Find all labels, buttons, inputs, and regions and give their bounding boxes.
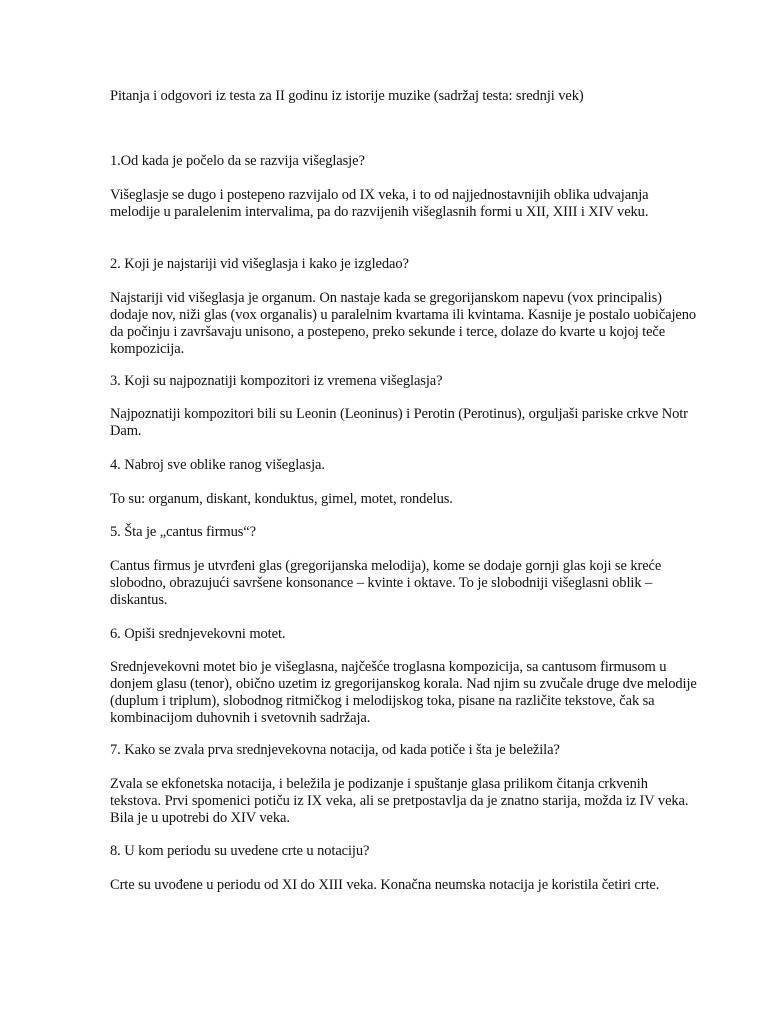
- question-5: 5. Šta je „cantus firmus“?: [110, 524, 256, 540]
- question-4: 4. Nabroj sve oblike ranog višeglasja.: [110, 457, 325, 473]
- answer-4: To su: organum, diskant, konduktus, gimel, motet, rondelus.: [110, 491, 453, 507]
- answer-6: Srednjevekovni motet bio je višeglasna, najčešće troglasna kompozicija, sa cantusom firmusom u donjem glasu (tenor), obično uzetim iz gregorijanskog korala. Nad njim su zvučale druge dve melodije (duplum i triplum), slobodnog ritmičkog i melodijskog toka, pisane na različite tekstove, čak sa kombinacijom duhovnih i svetovnih sadržaja.: [110, 659, 697, 726]
- answer-3: Najpoznatiji kompozitori bili su Leonin (Leoninus) i Perotin (Perotinus), orguljaši pariske crkve Notr Dam.: [110, 406, 688, 439]
- question-8: 8. U kom periodu su uvedene crte u notaciju?: [110, 843, 370, 859]
- answer-1: Višeglasje se dugo i postepeno razvijalo od IX veka, i to od najjednostavnijih oblika udvajanja melodije u paralelenim intervalima, pa do razvijenih višeglasnih formi u XII, XIII i XIV veku.: [110, 187, 649, 220]
- question-6: 6. Opiši srednjevekovni motet.: [110, 626, 286, 642]
- question-2: 2. Koji je najstariji vid višeglasja i kako je izgledao?: [110, 256, 409, 272]
- document-title: Pitanja i odgovori iz testa za II godinu iz istorije muzike (sadržaj testa: srednji vek): [110, 88, 584, 104]
- answer-7: Zvala se ekfonetska notacija, i beležila je podizanje i spuštanje glasa prilikom čitanja crkvenih tekstova. Prvi spomenici potiču iz IX veka, ali se pretpostavlja da je znatno starija, možda iz IV veka. Bila je u upotrebi do XIV veka.: [110, 776, 689, 826]
- answer-2: Najstariji vid višeglasja je organum. On nastaje kada se gregorijanskom napevu (vox principalis) dodaje nov, niži glas (vox organalis) u paralelnim kvartama ili kvintama. Kasnije je postalo uobičajeno da počinju i završavaju unisono, a postepeno, preko sekunde i terce, dolaze do kvarte u kojoj teče kompozicija.: [110, 290, 697, 357]
- question-7: 7. Kako se zvala prva srednjevekovna notacija, od kada potiče i šta je beležila?: [110, 742, 560, 758]
- question-1: 1.Od kada je počelo da se razvija višeglasje?: [110, 153, 365, 169]
- question-3: 3. Koji su najpoznatiji kompozitori iz vremena višeglasja?: [110, 373, 443, 389]
- answer-8: Crte su uvođene u periodu od XI do XIII veka. Konačna neumska notacija je koristila četiri crte.: [110, 877, 660, 893]
- answer-5: Cantus firmus je utvrđeni glas (gregorijanska melodija), kome se dodaje gornji glas koji se kreće slobodno, obrazujući savršene konsonance – kvinte i oktave. To je slobodniji višeglasni oblik – diskantus.: [110, 558, 662, 608]
